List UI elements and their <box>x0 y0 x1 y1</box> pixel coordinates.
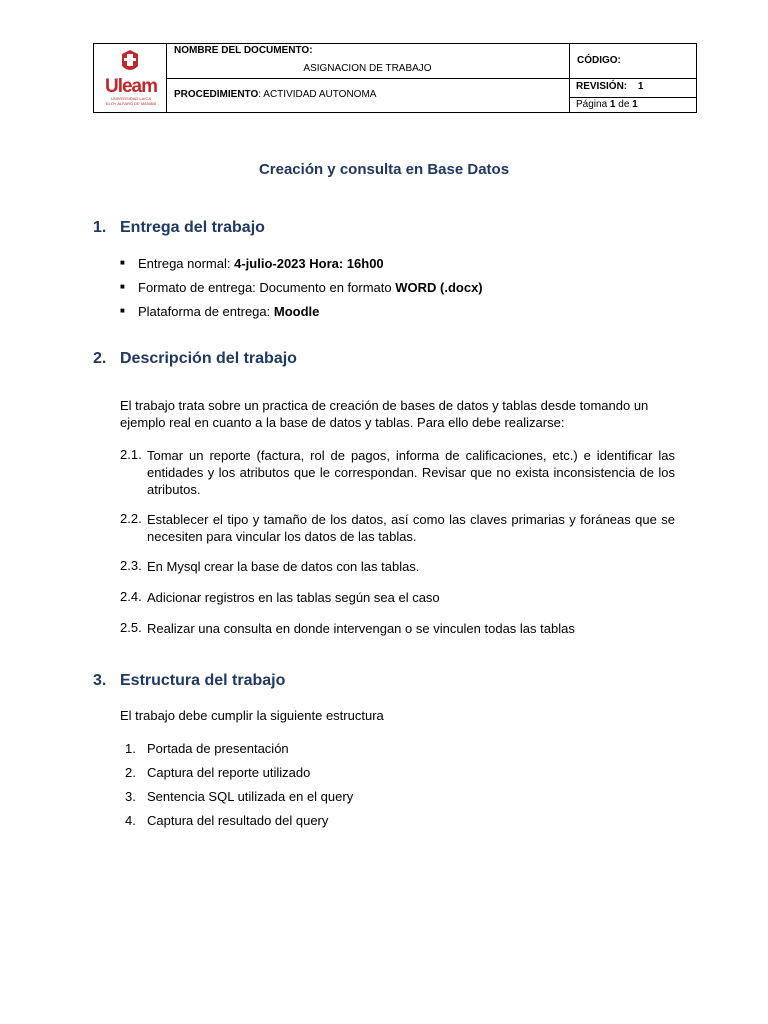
section-title: Descripción del trabajo <box>120 350 297 367</box>
item-number: 2.3. <box>120 558 142 573</box>
list-item <box>138 255 384 272</box>
header-divider <box>166 78 696 79</box>
paragraph-line: ejemplo real en cuanto a la base de datos y tablas. Para ello debe realizarse: <box>120 415 565 430</box>
item-number: 1. <box>125 741 136 756</box>
section-heading <box>93 350 297 368</box>
bullet-value: Moodle <box>273 304 320 319</box>
page-total: 1 <box>632 99 638 110</box>
bullet-label: Plataforma de entrega: <box>138 304 274 319</box>
section-heading <box>93 219 265 237</box>
bullet-value: 4-julio-2023 Hora: 16h00 <box>234 256 384 271</box>
bullet-value: WORD (.docx) <box>395 280 483 295</box>
item-number: 2.4. <box>120 589 142 604</box>
item-text: Portada de presentación <box>147 741 289 756</box>
header-divider <box>569 97 696 98</box>
list-item <box>138 279 483 296</box>
section-number: 1. <box>93 219 107 236</box>
item-text: Establecer el tipo y tamaño de los datos, así como las claves primarias y foráneas que se necesiten para vincular los datos de las tablas. <box>147 512 675 544</box>
section-heading <box>93 672 285 690</box>
list-item <box>138 303 319 320</box>
square-bullet-icon: ■ <box>120 282 125 291</box>
logo-wordmark: Uleam <box>104 76 158 97</box>
item-text: Sentencia SQL utilizada en el query <box>147 789 354 804</box>
page-of: de <box>618 99 630 110</box>
section-title: Estructura del trabajo <box>120 672 286 689</box>
item-text: Captura del resultado del query <box>147 813 329 828</box>
page-number <box>576 99 638 110</box>
revision-label: REVISIÓN: <box>576 81 628 92</box>
page-word: Página <box>576 99 608 110</box>
item-text: En Mysql crear la base de datos con las tablas. <box>147 559 420 574</box>
item-text: Tomar un reporte (factura, rol de pagos, informa de calificaciones, etc.) e identificar las entidades y los atributos que le correspondan. Revisar que no exista inconsistencia de los atributos. <box>147 448 675 497</box>
bullet-label: Formato de entrega: Documento en formato <box>138 280 396 295</box>
item-number: 2.1. <box>120 447 142 462</box>
item-number: 2. <box>125 765 136 780</box>
item-text: Adicionar registros en las tablas según sea el caso <box>147 590 440 605</box>
item-number: 2.2. <box>120 511 142 526</box>
procedure-value: : ACTIVIDAD AUTONOMA <box>258 89 377 100</box>
paragraph-line: El trabajo trata sobre un practica de creación de bases de datos y tablas desde tomando un <box>120 398 649 413</box>
doc-name-value: ASIGNACION DE TRABAJO <box>303 63 432 74</box>
item-number: 4. <box>125 813 136 828</box>
logo-subtitle: UNIVERSIDAD LAICA <box>110 96 151 101</box>
section-number: 2. <box>93 350 107 367</box>
item-number: 3. <box>125 789 136 804</box>
square-bullet-icon: ■ <box>120 306 125 315</box>
section-number: 3. <box>93 672 107 689</box>
square-bullet-icon: ■ <box>120 258 125 267</box>
page-current: 1 <box>609 99 616 110</box>
section-title: Entrega del trabajo <box>120 219 265 236</box>
uleam-logo <box>94 44 167 112</box>
procedure-label: PROCEDIMIENTO <box>174 89 259 100</box>
revision-field <box>576 81 643 92</box>
item-text: Realizar una consulta en donde intervengan o se vinculen todas las tablas <box>147 621 575 636</box>
doc-name-label: NOMBRE DEL DOCUMENTO: <box>174 45 313 56</box>
procedure-field <box>174 89 376 100</box>
paragraph: El trabajo debe cumplir la siguiente estructura <box>120 708 384 723</box>
document-header-table <box>93 43 697 113</box>
revision-value: 1 <box>637 81 644 92</box>
logo-subtitle: ELOY ALFARO DE MANABÍ <box>105 101 157 106</box>
document-title: Creación y consulta en Base Datos <box>258 161 510 178</box>
code-label: CÓDIGO: <box>577 55 621 66</box>
item-number: 2.5. <box>120 620 142 635</box>
bullet-label: Entrega normal: <box>138 256 235 271</box>
item-text: Captura del reporte utilizado <box>147 765 311 780</box>
